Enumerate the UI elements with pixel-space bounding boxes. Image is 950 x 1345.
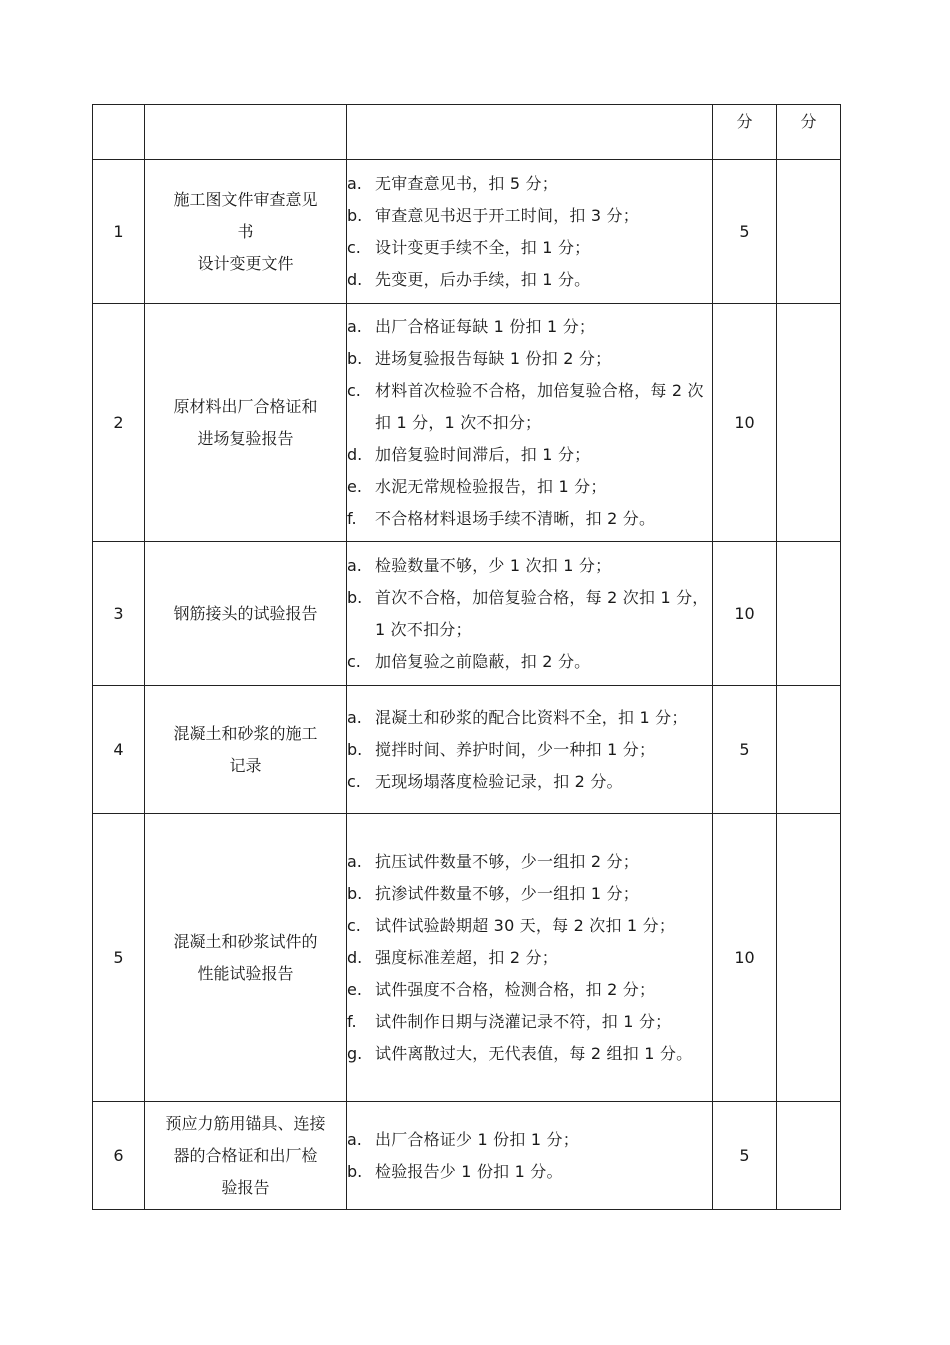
criteria-letter: a. [347,555,362,575]
row-number: 1 [93,160,145,304]
criteria-letter: a. [347,707,362,727]
criteria-letter: a. [347,851,362,871]
criteria-list [347,1124,712,1188]
criteria-text: 试件试验龄期超 30 天，每 2 次扣 1 分； [375,915,676,935]
criteria-item [347,311,712,343]
criteria-letter: d. [347,947,363,967]
criteria-text: 先变更，后办手续，扣 1 分。 [375,269,591,289]
table-row [93,814,841,1102]
criteria-item [347,168,712,200]
criteria-letter: d. [347,444,363,464]
header-got-score-unit: 分 [777,105,841,160]
header-no-cell [93,105,145,160]
table-row [93,304,841,542]
criteria-item [347,942,712,974]
criteria-text: 设计变更手续不全，扣 1 分； [375,237,591,257]
table-row [93,542,841,686]
criteria-text: 试件制作日期与浇灌记录不符，扣 1 分； [375,1011,672,1031]
criteria-list [347,168,712,296]
header-row [93,105,841,160]
criteria-item [347,734,712,766]
criteria-letter: c. [347,651,361,671]
inspection-item [145,160,347,304]
criteria-text: 出厂合格证每缺 1 份扣 1 分； [375,316,596,336]
inspection-item-line: 性能试验报告 [197,963,294,983]
full-score: 10 [713,814,777,1102]
full-score: 5 [713,686,777,814]
inspection-item-line: 验报告 [221,1177,270,1197]
criteria-item [347,471,712,503]
criteria-letter: c. [347,237,361,257]
inspection-item [145,814,347,1102]
deduction-criteria [347,542,713,686]
criteria-text: 试件离散过大，无代表值，每 2 组扣 1 分。 [375,1043,693,1063]
criteria-letter: a. [347,1129,362,1149]
full-score: 10 [713,304,777,542]
criteria-text: 加倍复验时间滞后，扣 1 分； [375,444,591,464]
criteria-letter: a. [347,173,362,193]
criteria-item [347,232,712,264]
actual-score [777,542,841,686]
criteria-item [347,846,712,878]
criteria-letter: c. [347,915,361,935]
criteria-item [347,1038,712,1070]
criteria-letter: b. [347,587,363,607]
criteria-text: 材料首次检验不合格，加倍复验合格，每 2 次扣 1 分，1 次不扣分； [375,380,704,432]
deduction-criteria [347,686,713,814]
scoring-table [92,104,841,1210]
inspection-item [145,542,347,686]
row-number: 5 [93,814,145,1102]
table-row [93,160,841,304]
criteria-text: 进场复验报告每缺 1 份扣 2 分； [375,348,612,368]
criteria-item [347,974,712,1006]
criteria-text: 混凝土和砂浆的配合比资料不全，扣 1 分； [375,707,688,727]
criteria-letter: e. [347,476,362,496]
criteria-item [347,1006,712,1038]
inspection-item-line: 施工图文件审查意见 [173,189,318,209]
criteria-letter: f. [347,1011,357,1031]
criteria-letter: c. [347,771,361,791]
criteria-item [347,550,712,582]
criteria-text: 加倍复验之前隐蔽，扣 2 分。 [375,651,591,671]
inspection-item-line: 混凝土和砂浆试件的 [173,931,318,951]
criteria-letter: a. [347,316,362,336]
criteria-item [347,878,712,910]
criteria-letter: b. [347,739,363,759]
criteria-item [347,200,712,232]
inspection-item-line: 进场复验报告 [197,428,294,448]
inspection-item-line: 设计变更文件 [197,253,294,273]
criteria-text: 抗渗试件数量不够，少一组扣 1 分； [375,883,639,903]
criteria-letter: g. [347,1043,363,1063]
criteria-text: 出厂合格证少 1 份扣 1 分； [375,1129,579,1149]
inspection-item [145,686,347,814]
criteria-text: 强度标准差超，扣 2 分； [375,947,558,967]
criteria-item [347,439,712,471]
criteria-text: 不合格材料退场手续不清晰，扣 2 分。 [375,508,656,528]
row-number: 3 [93,542,145,686]
criteria-item [347,766,712,798]
row-number: 2 [93,304,145,542]
inspection-item-line: 器的合格证和出厂检 [173,1145,318,1165]
inspection-item-line: 预应力筋用锚具、连接 [165,1113,326,1133]
full-score: 10 [713,542,777,686]
criteria-item [347,582,712,646]
actual-score [777,304,841,542]
criteria-text: 审查意见书迟于开工时间，扣 3 分； [375,205,639,225]
actual-score [777,160,841,304]
criteria-item [347,646,712,678]
criteria-item [347,264,712,296]
deduction-criteria [347,160,713,304]
criteria-item [347,702,712,734]
criteria-text: 检验数量不够，少 1 次扣 1 分； [375,555,612,575]
inspection-item-line: 原材料出厂合格证和 [173,396,318,416]
criteria-text: 首次不合格，加倍复验合格，每 2 次扣 1 分，1 次不扣分； [375,587,709,639]
criteria-letter: b. [347,205,363,225]
criteria-list [347,846,712,1070]
criteria-list [347,311,712,535]
table-row [93,686,841,814]
inspection-item-line: 混凝土和砂浆的施工 [173,723,318,743]
criteria-item [347,343,712,375]
header-full-score-unit: 分 [713,105,777,160]
header-item-cell [145,105,347,160]
inspection-item-line: 记录 [229,755,262,775]
criteria-letter: b. [347,348,363,368]
criteria-list [347,702,712,798]
criteria-item [347,1124,712,1156]
criteria-letter: f. [347,508,357,528]
criteria-text: 试件强度不合格，检测合格，扣 2 分； [375,979,656,999]
criteria-letter: b. [347,883,363,903]
inspection-item [145,1102,347,1210]
inspection-item [145,304,347,542]
criteria-letter: d. [347,269,363,289]
inspection-item-line: 钢筋接头的试验报告 [173,603,318,623]
actual-score [777,814,841,1102]
criteria-item [347,375,712,439]
criteria-letter: c. [347,380,361,400]
actual-score [777,1102,841,1210]
deduction-criteria [347,814,713,1102]
criteria-text: 水泥无常规检验报告，扣 1 分； [375,476,607,496]
criteria-letter: b. [347,1161,363,1181]
criteria-text: 抗压试件数量不够，少一组扣 2 分； [375,851,639,871]
table-row [93,1102,841,1210]
criteria-letter: e. [347,979,362,999]
criteria-item [347,503,712,535]
header-criteria-cell [347,105,713,160]
full-score: 5 [713,1102,777,1210]
row-number: 6 [93,1102,145,1210]
scoring-table-body [93,105,841,1210]
criteria-item [347,910,712,942]
criteria-item [347,1156,712,1188]
criteria-text: 检验报告少 1 份扣 1 分。 [375,1161,563,1181]
row-number: 4 [93,686,145,814]
deduction-criteria [347,304,713,542]
actual-score [777,686,841,814]
criteria-text: 无审查意见书，扣 5 分； [375,173,558,193]
criteria-list [347,550,712,678]
criteria-text: 搅拌时间、养护时间，少一种扣 1 分； [375,739,656,759]
inspection-item-line: 书 [237,221,254,241]
deduction-criteria [347,1102,713,1210]
full-score: 5 [713,160,777,304]
criteria-text: 无现场塌落度检验记录，扣 2 分。 [375,771,623,791]
